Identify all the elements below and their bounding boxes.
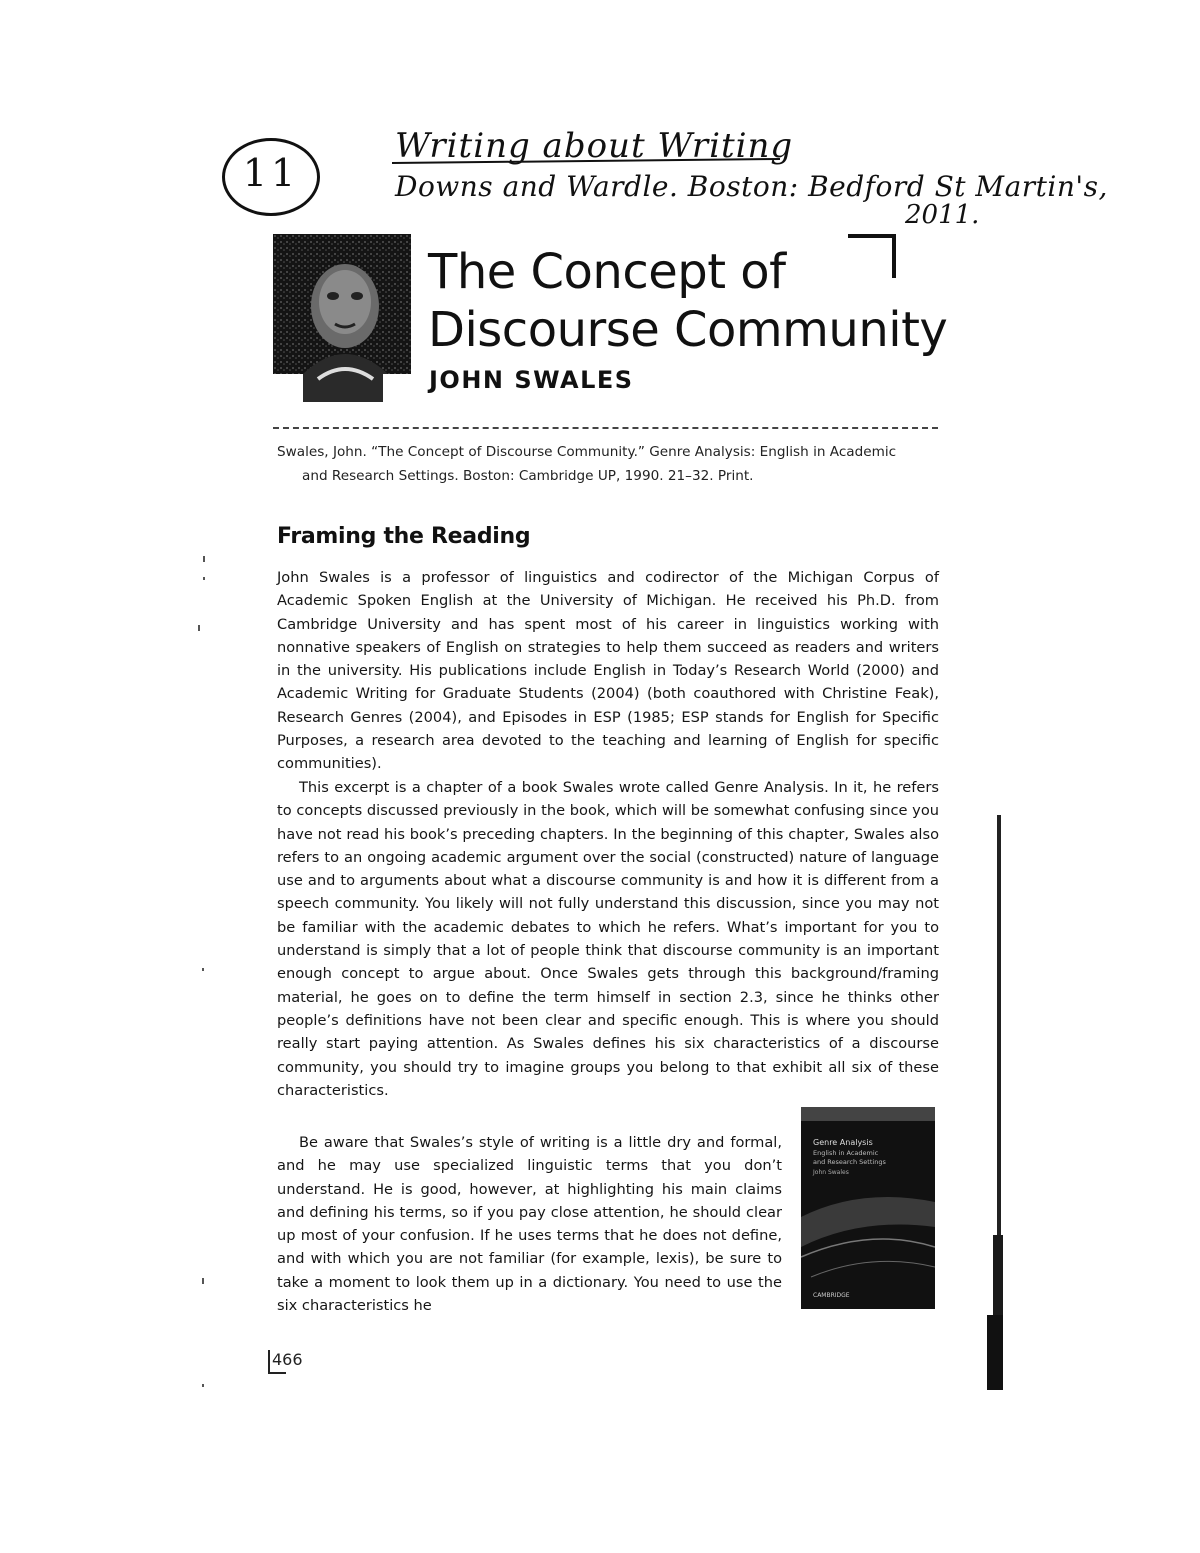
scan-speck [203,556,205,562]
handwritten-publication-info: Downs and Wardle. Boston: Bedford St Martin's, [395,170,1108,203]
paragraph-2-text: This excerpt is a chapter of a book Swales wrote called Genre Analysis. In it, he refers to concepts discussed previously in the book, which will be somewhat confusing since you have not read his book’s preceding chapters. In the beginning of this chapter, Swales also refers to an ongoing academic argument over the social (constructed) nature of language use and to arguments about what a discourse community is and how it is different from a speech community. You likely will not fully understand this discussion, since you may not be familiar with the academic debates to which he refers. What’s important for you to understand is simply that a lot of people think that discourse community is an important enough concept to argue about. Once Swales gets through this background/framing material, he goes on to define the term himself in section 2.3, since he thinks other people’s definitions have not been clear and specific enough. This is where you should really start paying attention. As Swales defines his six characteristics of a discourse community, you should try to imagine groups you belong to that exhibit all six of these characteristics. [277,779,939,1099]
circled-number-text: 11 [242,151,300,195]
chapter-title [428,243,947,359]
author-name: JOHN SWALES [429,366,634,394]
author-photo [273,234,411,402]
paragraph-3-text: Be aware that Swales’s style of writing is a little dry and formal, and he may use specialized linguistic terms that you don’t understand. He is good, however, at highlighting his main claims and defining his terms, so if you pay close attention, he should clear up most of your confusion. If he uses terms that he does not define, and with which you are not familiar (for example, lexis), be sure to take a moment to look them up in a dictionary. You need to use the six characteristics he [277,1134,782,1315]
book-cover-publisher: CAMBRIDGE [813,1292,850,1299]
page-number: 466 [272,1350,303,1369]
citation [277,440,947,488]
scan-speck [202,968,204,971]
paragraph-3 [277,1131,782,1317]
citation-line-1: Swales, John. “The Concept of Discourse Community.” Genre Analysis: English in Academic [277,444,897,460]
book-cover-author: John Swales [813,1169,849,1176]
paragraph-1 [277,566,939,776]
book-cover-title-1: Genre Analysis [813,1138,873,1147]
handwritten-book-title: Writing about Writing [395,126,794,166]
chapter-title-line-2: Discourse Community [428,302,948,358]
book-cover-title-2: English in Academic [813,1149,879,1157]
scan-speck [203,577,205,580]
scan-speck [202,1278,204,1284]
citation-line-2: and Research Settings. Boston: Cambridge UP, 1990. 21–32. Print. [302,468,754,484]
scan-speck [202,1384,204,1387]
scan-edge-shadow [985,815,1003,1390]
book-cover-image [801,1107,935,1309]
dashed-divider [273,427,938,429]
chapter-title-line-1: The Concept of [428,244,786,300]
handwritten-circled-number [222,138,320,216]
book-cover-title-3: and Research Settings [813,1158,886,1166]
scan-speck [198,625,200,631]
paragraph-1-text: John Swales is a professor of linguistics and codirector of the Michigan Corpus of Academic Spoken English at the University of Michigan. He received his Ph.D. from Cambridge University and has spent most of his career in linguistics working with nonnative speakers of English on strategies to help them succeed as readers and writers in the university. His publications include English in Today’s Research World (2000) and Academic Writing for Graduate Students (2004) (both coauthored with Christine Feak), Research Genres (2004), and Episodes in ESP (1985; ESP stands for English for Specific Purposes, a research area devoted to the teaching and learning of English for specific communities). [277,569,939,773]
paragraph-2 [277,776,939,1102]
handwritten-year: 2011. [905,200,980,230]
section-heading: Framing the Reading [277,524,531,549]
